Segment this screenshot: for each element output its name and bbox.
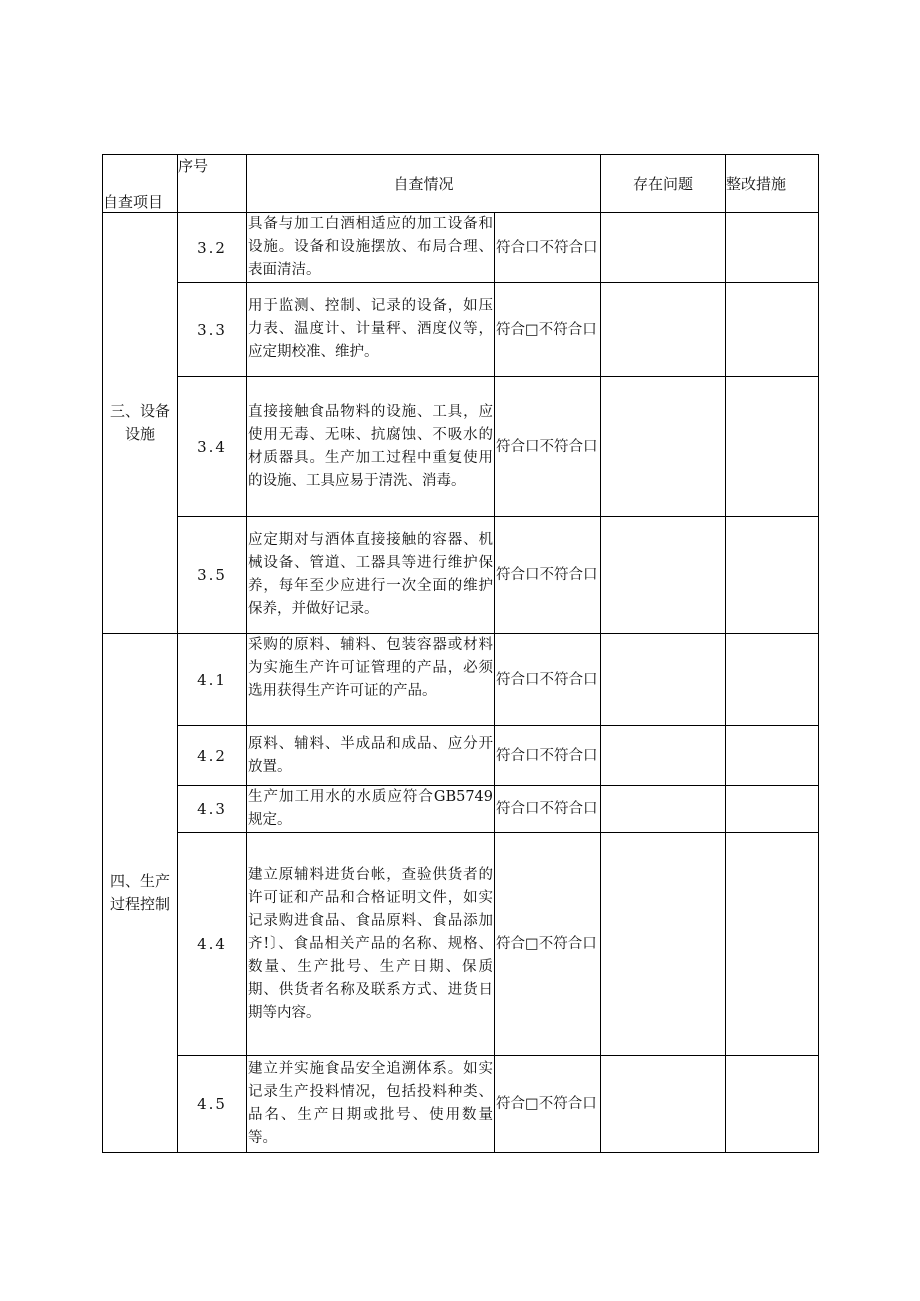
table-row	[103, 833, 819, 1056]
table-row	[103, 517, 819, 634]
table-row	[103, 377, 819, 517]
section-title: 三、设备设施	[103, 213, 178, 634]
row-seq: 4.5	[178, 1056, 247, 1153]
header-situation: 自查情况	[247, 155, 601, 213]
problem-cell[interactable]	[601, 833, 726, 1056]
table-row	[103, 786, 819, 833]
problem-cell[interactable]	[601, 1056, 726, 1153]
rectify-cell[interactable]	[726, 786, 819, 833]
row-seq: 4.4	[178, 833, 247, 1056]
row-desc: 建立并实施食品安全追溯体系。如实记录生产投料情况，包括投料种类、品名、生产日期或批号、使用数量等。	[247, 1056, 495, 1153]
conformity-checkbox[interactable]: 符合口不符合口	[495, 213, 601, 283]
header-row	[103, 155, 819, 213]
row-desc: 建立原辅料进货台帐，查验供货者的许可证和产品和合格证明文件，如实记录购进食品、食品原料、食品添加齐!〕、食品相关产品的名称、规格、数量、生产批号、生产日期、保质期、供货者名称及联系方式、进货日期等内容。	[247, 833, 495, 1056]
row-desc: 采购的原料、辅料、包装容器或材料为实施生产许可证管理的产品，必须选用获得生产许可证的产品。	[247, 634, 495, 726]
header-seq: 序号	[178, 155, 247, 213]
conformity-checkbox[interactable]: 符合口不符合口	[495, 726, 601, 786]
header-problem: 存在问题	[601, 155, 726, 213]
row-desc: 具备与加工白酒相适应的加工设备和设施。设备和设施摆放、布局合理、表面清洁。	[247, 213, 495, 283]
row-seq: 4.1	[178, 634, 247, 726]
table-row	[103, 283, 819, 377]
table-row	[103, 1056, 819, 1153]
conformity-checkbox[interactable]: 符合□不符合口	[495, 1056, 601, 1153]
table-row	[103, 634, 819, 726]
table-row	[103, 726, 819, 786]
rectify-cell[interactable]	[726, 377, 819, 517]
row-seq: 3.4	[178, 377, 247, 517]
problem-cell[interactable]	[601, 377, 726, 517]
conformity-checkbox[interactable]: 符合□不符合口	[495, 283, 601, 377]
section-title: 四、生产过程控制	[103, 634, 178, 1153]
rectify-cell[interactable]	[726, 726, 819, 786]
header-item: 自查项目	[103, 155, 178, 213]
rectify-cell[interactable]	[726, 634, 819, 726]
self-inspection-table	[102, 154, 819, 1153]
conformity-checkbox[interactable]: 符合口不符合口	[495, 517, 601, 634]
rectify-cell[interactable]	[726, 517, 819, 634]
conformity-checkbox[interactable]: 符合口不符合口	[495, 786, 601, 833]
problem-cell[interactable]	[601, 786, 726, 833]
row-desc: 原料、辅料、半成品和成品、应分开放置。	[247, 726, 495, 786]
rectify-cell[interactable]	[726, 213, 819, 283]
conformity-checkbox[interactable]: 符合口不符合口	[495, 634, 601, 726]
row-desc: 生产加工用水的水质应符合GB5749规定。	[247, 786, 495, 833]
problem-cell[interactable]	[601, 634, 726, 726]
problem-cell[interactable]	[601, 726, 726, 786]
problem-cell[interactable]	[601, 283, 726, 377]
rectify-cell[interactable]	[726, 283, 819, 377]
conformity-checkbox[interactable]: 符合□不符合口	[495, 833, 601, 1056]
rectify-cell[interactable]	[726, 833, 819, 1056]
row-seq: 3.5	[178, 517, 247, 634]
rectify-cell[interactable]	[726, 1056, 819, 1153]
table-row	[103, 213, 819, 283]
header-rectify: 整改措施	[726, 155, 819, 213]
problem-cell[interactable]	[601, 213, 726, 283]
row-seq: 4.3	[178, 786, 247, 833]
row-seq: 4.2	[178, 726, 247, 786]
problem-cell[interactable]	[601, 517, 726, 634]
row-seq: 3.2	[178, 213, 247, 283]
row-seq: 3.3	[178, 283, 247, 377]
row-desc: 应定期对与酒体直接接触的容器、机械设备、管道、工器具等进行维护保养，每年至少应进行一次全面的维护保养，并做好记录。	[247, 517, 495, 634]
conformity-checkbox[interactable]: 符合口不符合口	[495, 377, 601, 517]
row-desc: 直接接触食品物料的设施、工具，应使用无毒、无味、抗腐蚀、不吸水的材质器具。生产加工过程中重复使用的设施、工具应易于清洗、消毒。	[247, 377, 495, 517]
row-desc: 用于监测、控制、记录的设备，如压力表、温度计、计量秤、酒度仪等，应定期校准、维护。	[247, 283, 495, 377]
